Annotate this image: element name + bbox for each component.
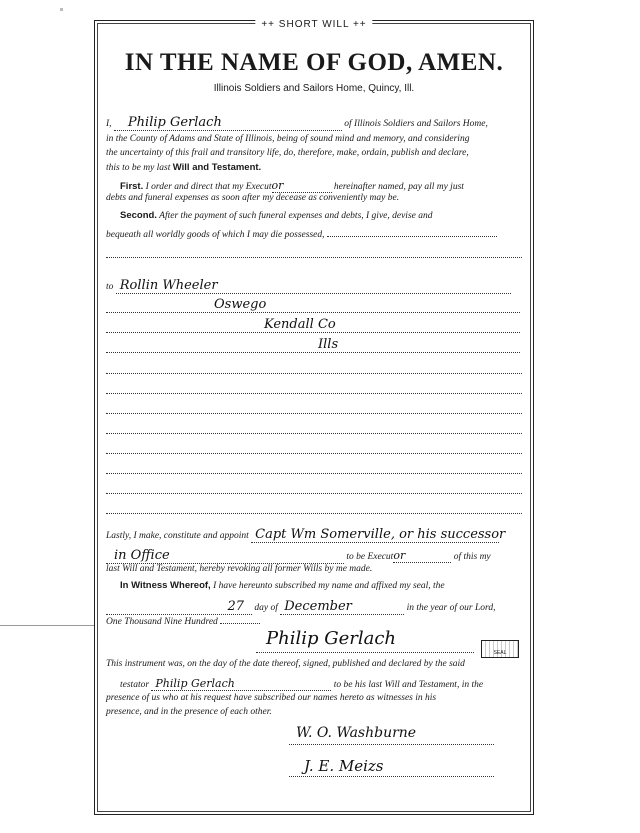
- bequeath-line: [106, 230, 522, 240]
- form-title: IN THE NAME OF GOD, AMEN.: [124, 49, 504, 76]
- executor-name-2: in Office: [114, 548, 170, 563]
- to-line: [106, 278, 522, 294]
- year-line: [106, 617, 522, 627]
- testator-name: Philip Gerlach: [127, 115, 222, 130]
- blank-rule: [106, 393, 522, 394]
- seal-box: [481, 640, 519, 658]
- lastly-line: [106, 527, 522, 543]
- first-text-b: hereinafter named, pay all my just: [333, 182, 464, 192]
- witness-whereof-line: [106, 580, 522, 591]
- blank-rule: [106, 453, 522, 454]
- witness-whereof-label: In Witness Whereof,: [120, 580, 211, 591]
- seal-label: SEAL: [493, 650, 507, 656]
- witness-whereof-text: I have hereunto subscribed my name and affixed my seal, the: [213, 581, 445, 591]
- executor-suffix: or: [393, 549, 406, 562]
- testator-name-field: [114, 115, 342, 131]
- one-thousand-text: One Thousand Nine Hundred: [106, 617, 218, 627]
- to-be-his-text: to be his last Will and Testament, in the: [333, 680, 484, 690]
- testator-attest-line: [106, 677, 522, 691]
- blank-rule: [106, 433, 522, 434]
- of-home-text: of Illinois Soldiers and Sailors Home,: [344, 119, 488, 129]
- testator-attest-signature: Philip Gerlach: [155, 677, 235, 690]
- second-clause: [106, 210, 522, 221]
- presence-line: presence of us who at his request have subscribed our names hereto as witnesses in his: [106, 693, 437, 703]
- will-form: [94, 20, 534, 815]
- presence-line-2: presence, and in the presence of each other.: [106, 707, 272, 717]
- testator-line: [106, 115, 522, 131]
- day-value: 27: [227, 599, 244, 614]
- second-text: After the payment of such funeral expenses and debts, I give, devise and: [159, 211, 433, 221]
- executor-name: Capt Wm Somerville, or his successor: [255, 527, 506, 542]
- blank-rule: [106, 373, 522, 374]
- beneficiary-county: Kendall Co: [264, 317, 336, 332]
- witness-rule-2: [289, 776, 494, 777]
- blank-rule: [106, 473, 522, 474]
- signature-rule: [256, 652, 474, 653]
- beneficiary-name: Rollin Wheeler: [119, 278, 218, 293]
- blank-rule: [106, 413, 522, 414]
- beneficiary-state: Ills: [318, 337, 339, 352]
- will-testament-label: Will and Testament.: [172, 162, 262, 173]
- beneficiary-town: Oswego: [214, 297, 267, 312]
- second-label: Second.: [120, 210, 157, 221]
- first-clause: [106, 179, 522, 193]
- month-value: December: [284, 599, 352, 614]
- beneficiary-line-2: [106, 297, 522, 313]
- this-to-be-text: this to be my last: [106, 163, 171, 173]
- uncertainty-line: the uncertainty of this frail and transitory life, do, therefore, make, ordain, publish and declare,: [106, 148, 469, 158]
- lastly-text: Lastly, I make, constitute and appoint: [106, 531, 249, 541]
- scan-edge-line: [0, 625, 94, 626]
- i-prefix: I,: [106, 119, 112, 129]
- beneficiary-line-4: [106, 337, 522, 353]
- county-line: in the County of Adams and State of Illinois, being of sound mind and memory, and considering: [106, 134, 470, 144]
- first-label: First.: [120, 181, 144, 192]
- beneficiary-line-3: [106, 317, 522, 333]
- first-text-a: I order and direct that my Execut: [145, 182, 272, 192]
- testator-label: testator: [120, 680, 150, 690]
- instrument-line: This instrument was, on the day of the date thereof, signed, published and declared by the said: [106, 659, 465, 669]
- debts-line: debts and funeral expenses as soon after my decease as conveniently may be.: [106, 193, 400, 203]
- will-declare-line: [106, 162, 522, 173]
- scan-mark: [60, 8, 63, 11]
- blank-rule: [106, 493, 522, 494]
- bequeath-text: bequeath all worldly goods of which I may die possessed,: [106, 230, 325, 240]
- to-label: to: [106, 282, 114, 292]
- form-type-tag: ++ SHORT WILL ++: [255, 19, 372, 30]
- witness-rule-1: [289, 744, 494, 745]
- form-subtitle: Illinois Soldiers and Sailors Home, Quincy, Ill.: [213, 83, 415, 94]
- blank-rule: [106, 257, 522, 258]
- witness-signature-1: W. O. Washburne: [296, 725, 417, 741]
- first-exec-suffix: or: [271, 179, 284, 192]
- of-this-my-text: of this my: [453, 552, 491, 562]
- executor-line-2: [106, 548, 522, 564]
- date-line: [106, 599, 522, 615]
- testator-signature: Philip Gerlach: [266, 628, 397, 649]
- to-be-executor-text: to be Execut: [346, 552, 394, 562]
- blank-rule: [106, 513, 522, 514]
- witness-signature-2: J. E. Meizs: [304, 757, 384, 775]
- day-of-text: day of: [254, 603, 278, 613]
- revoking-line: last Will and Testament, hereby revoking all former Wills by me made.: [106, 564, 373, 574]
- year-text: in the year of our Lord,: [406, 603, 496, 613]
